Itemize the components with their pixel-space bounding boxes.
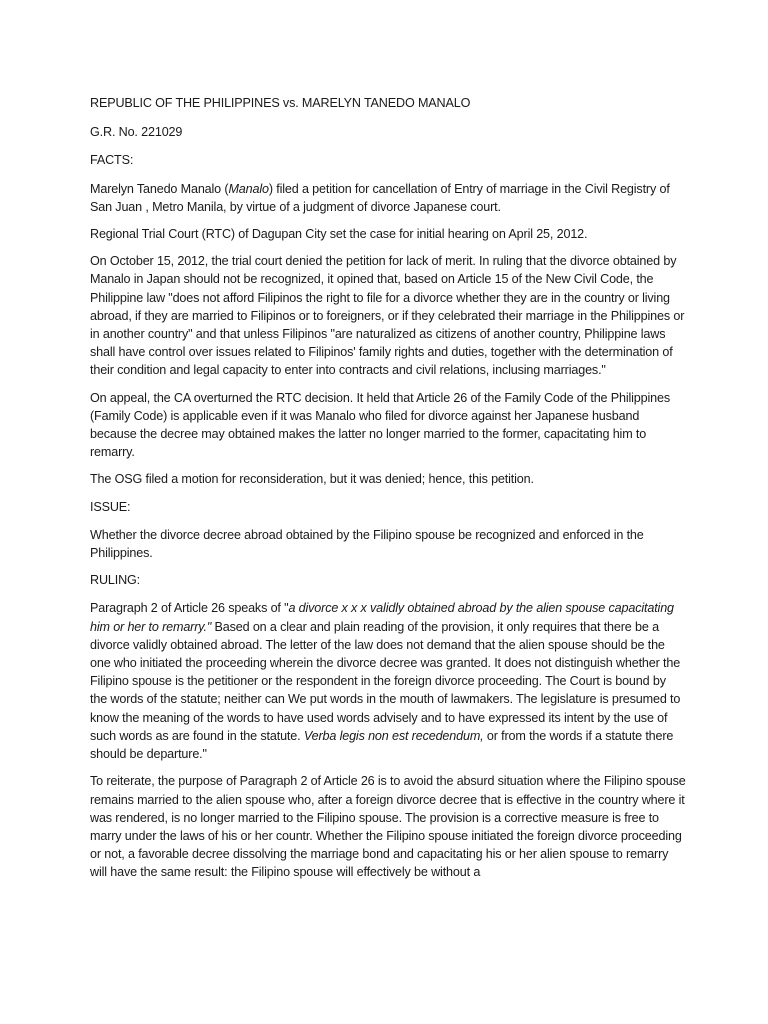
facts-paragraph-1: Marelyn Tanedo Manalo (Manalo) filed a petition for cancellation of Entry of marriage in the Civil Registry of San Juan , Metro Manila, by virtue of a judgment of divorce Japanese court. — [90, 181, 670, 214]
facts-paragraph-2: Regional Trial Court (RTC) of Dagupan City set the case for initial hearing on April 25, 2012. — [90, 227, 588, 242]
ruling-paragraph-1: Paragraph 2 of Article 26 speaks of "a divorce x x x validly obtained abroad by the alien spouse capacitating him or her to remarry." Based on a clear and plain reading of the provision, it only requires that there be a divorce validly obtained abroad. The letter of the law does not demand that the alien spouse should be the one who initiated the proceeding wherein the divorce decree was granted. It does not distinguish whether the Filipino spouse is the petitioner or the respondent in the foreign divorce proceeding. The Court is bound by the words of the statute; neither can We put words in the mouth of lawmakers. The legislature is presumed to know the meaning of the words to have used words advisely and to have expressed its intent by the use of such words as are found in the statute. Verba legis non est recedendum, or from the words if a statute there should be departure." — [90, 601, 681, 762]
case-title-vs: vs. — [282, 96, 299, 110]
case-title-part1: REPUBLIC OF THE PHILIPPINES — [90, 96, 283, 110]
facts-heading: FACTS: — [90, 153, 134, 168]
case-title — [90, 94, 686, 112]
facts-paragraph-3: On October 15, 2012, the trial court denied the petition for lack of merit. In ruling that the divorce obtained by Manalo in Japan should not be recognized, it opined that, based on Article 15 of the New Civil Code, the Philippine law "does not afford Filipinos the right to file for a divorce whether they are in the country or living abroad, if they are married to Filipinos or to foreigners, or if they celebrated their marriage in the Philippines or in another country" and that unless Filipinos "are naturalized as citizens of another country, Philippine laws shall have control over issues related to Filipinos' family rights and duties, together with the determination of their condition and legal capacity to enter into contracts and civil relations, inclusing marriages." — [90, 254, 685, 378]
issue-heading: ISSUE: — [90, 499, 131, 514]
case-title-part2: MARELYN TANEDO MANALO — [298, 96, 471, 110]
document-page — [90, 94, 686, 882]
ruling-paragraph-2: To reiterate, the purpose of Paragraph 2 of Article 26 is to avoid the absurd situation where the Filipino spouse remains married to the alien spouse who, after a foreign divorce decree that is effective in the country where it was rendered, is no longer married to the Filipino spouse. The provision is a corrective measure is free to marry under the laws of his or her countr. Whether the Filipino spouse initiated the foreign divorce proceeding or not, a favorable decree dissolving the marriage bond and capacitating his or her alien spouse to remarry will have the same result: the Filipino spouse will effectively be without a — [90, 774, 686, 880]
facts-paragraph-5: The OSG filed a motion for reconsideration, but it was denied; hence, this petition. — [90, 472, 534, 487]
gr-number: G.R. No. 221029 — [90, 125, 183, 140]
facts-paragraph-4: On appeal, the CA overturned the RTC decision. It held that Article 26 of the Family Code of the Philippines (Family Code) is applicable even if it was Manalo who filed for divorce against her Japanese husband because the decree may obtained makes the latter no longer married to the former, capacitating him to remarry. — [90, 390, 671, 460]
issue-paragraph: Whether the divorce decree abroad obtained by the Filipino spouse be recognized and enforced in the Philippines. — [90, 527, 644, 561]
ruling-heading: RULING: — [90, 573, 141, 588]
